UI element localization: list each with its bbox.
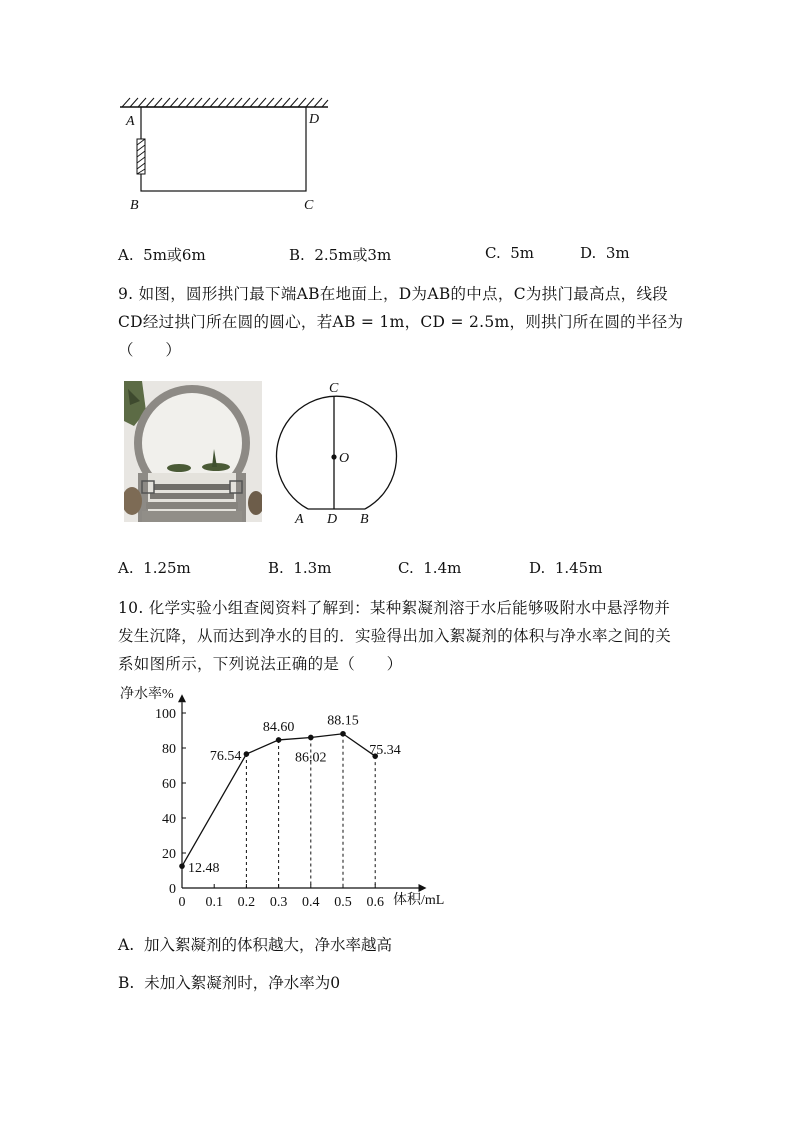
q9-option-a-text: 1.25m [143,559,191,577]
q8-option-c[interactable] [485,244,534,262]
q9-option-b[interactable] [268,559,331,577]
chart-x-axis-arrow [419,884,427,892]
q10-option-b-text: 未加入絮凝剂时，净水率为0 [144,974,341,992]
chart-data-label: 86.02 [295,750,327,766]
q8-option-d-letter: D. [580,244,597,262]
chart-data-point [308,735,314,741]
q9-label-b: B [360,512,369,527]
q8-ceiling-hatch [122,98,328,107]
q8-label-d: D [309,112,320,127]
q8-option-a[interactable] [118,244,206,265]
q9-option-d[interactable] [529,559,602,577]
q9-option-b-text: 1.3m [293,559,332,577]
q8-rectangle [141,107,306,191]
q9-stem-line2: CD经过拱门所在圆的圆心，若AB = 1m，CD = 2.5m，则拱门所在圆的半径为 [118,313,684,331]
q9-circle-figure [270,377,400,529]
chart-y-tick-label: 100 [155,707,176,722]
q10-option-b-letter: B. [118,974,135,992]
chart-y-tick-label: 80 [162,742,176,757]
q9-stem-line1: 9. 如图，圆形拱门最下端AB在地面上，D为AB的中点，C为拱门最高点，线段 [118,285,669,303]
q10-option-a-letter: A. [118,936,135,954]
moon-gate-photo [124,381,262,522]
q8-option-b[interactable] [289,244,391,265]
chart-data-label: 84.60 [262,719,295,735]
chart-data-point [244,751,250,757]
chart-y-tick-label: 0 [169,882,176,897]
q9-stem [118,280,688,364]
q9-option-a[interactable] [118,559,191,577]
chart-x-tick-label: 0.3 [269,895,288,910]
q9-label-o: O [339,451,350,466]
q9-option-c-text: 1.4m [423,559,462,577]
chart-x-tick-label: 0.4 [302,895,320,910]
q9-option-b-letter: B. [268,559,284,577]
q9-stem-line3: （ ） [118,341,182,359]
q10-stem-line3: 系如图所示，下列说法正确的是（ ） [118,655,403,673]
q8-option-d-text: 3m [605,244,630,262]
chart-x-tick-label: 0 [178,895,186,910]
chart-y-axis-label: 净水率% [120,687,174,702]
chart-data-label: 12.48 [188,861,220,877]
q10-option-a-text: 加入絮凝剂的体积越大，净水率越高 [143,936,392,954]
q10-chart [110,680,455,912]
q8-option-d[interactable] [580,244,630,262]
q10-stem [118,594,688,678]
q8-option-b-text: 2.5m或3m [314,246,392,264]
chart-x-tick-label: 0.6 [366,895,384,910]
q8-option-c-letter: C. [485,244,501,262]
chart-x-tick-label: 0.5 [334,895,352,910]
q9-label-c: C [329,381,339,396]
chart-data-point [276,737,282,743]
q8-option-a-letter: A. [118,246,134,264]
chart-data-label: 76.54 [209,749,242,765]
q8-label-a: A [126,114,135,129]
q10-stem-line2: 发生沉降，从而达到净水的目的．实验得出加入絮凝剂的体积与净水率之间的关 [118,627,672,645]
q10-option-b[interactable] [118,971,340,993]
chart-y-axis-arrow [178,694,186,702]
q8-option-c-text: 5m [510,244,535,262]
q9-option-d-text: 1.45m [554,559,603,577]
chart-data-label: 75.34 [369,743,401,759]
chart-y-tick-label: 40 [162,812,176,827]
chart-x-axis-label: 体积/mL [393,893,445,908]
q8-option-a-text: 5m或6m [143,246,206,264]
q10-stem-line1: 10. 化学实验小组查阅资料了解到：某种絮凝剂溶于水后能够吸附水中悬浮物并 [118,599,671,617]
q9-option-c[interactable] [398,559,461,577]
q8-option-b-letter: B. [289,246,305,264]
q9-label-a: A [295,512,304,527]
chart-y-tick-label: 60 [162,777,176,792]
chart-y-tick-label: 20 [162,847,176,862]
q9-option-c-letter: C. [398,559,414,577]
q8-label-c: C [304,198,314,213]
chart-data-point [340,731,346,737]
q9-arc [277,396,397,509]
q8-label-b: B [130,198,139,213]
chart-data-label: 88.15 [327,713,359,729]
q10-option-a[interactable] [118,933,392,955]
chart-x-tick-label: 0.1 [205,895,223,910]
q9-option-d-letter: D. [529,559,546,577]
q9-option-a-letter: A. [118,559,134,577]
q9-label-d: D [327,512,338,527]
chart-x-tick-label: 0.2 [237,895,256,910]
chart-data-point [179,863,185,869]
q9-center-point [331,454,336,459]
q8-figure [110,95,340,220]
